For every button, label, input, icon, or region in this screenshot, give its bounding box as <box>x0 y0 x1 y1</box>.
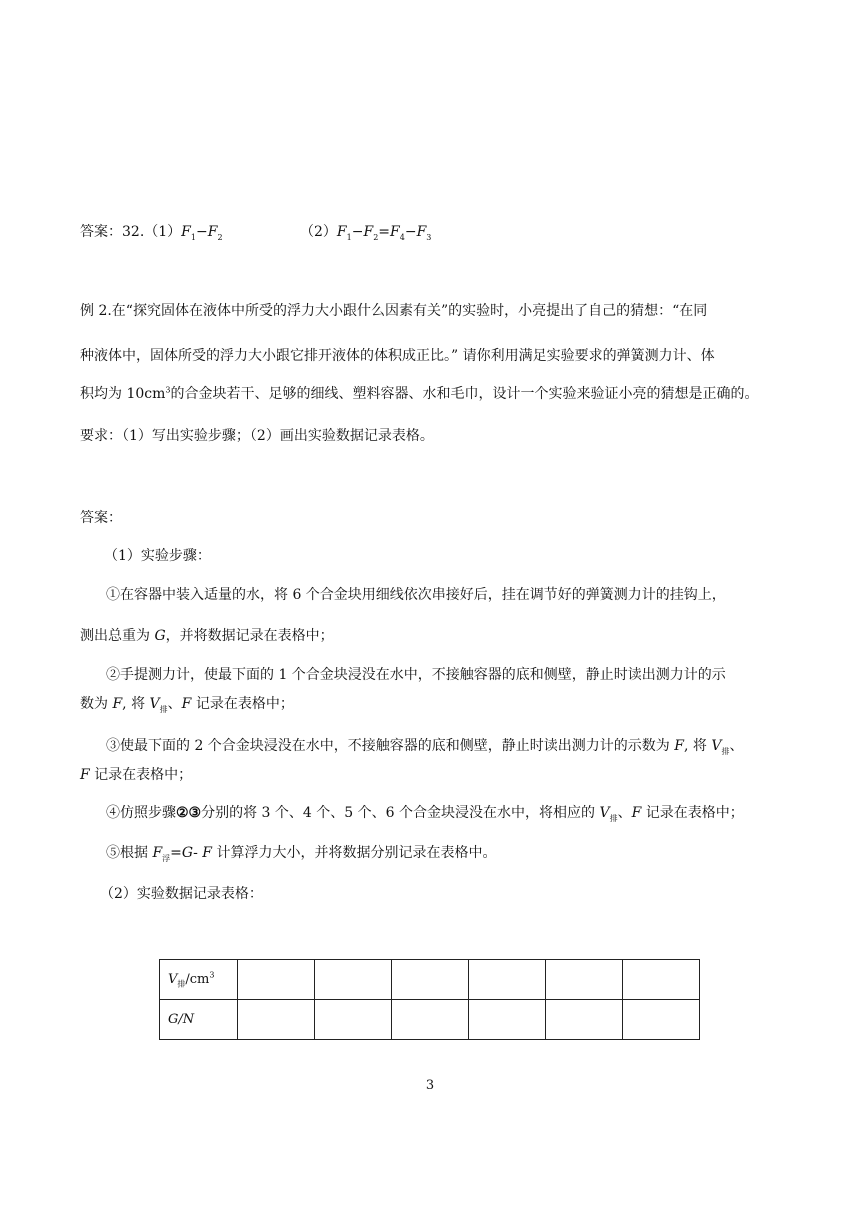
sub-2: 2 <box>373 232 379 242</box>
step-5-line <box>106 843 496 863</box>
step-3-line-1 <box>106 736 743 756</box>
var-f1: F <box>336 224 347 240</box>
var-f: F <box>112 696 123 712</box>
row-label-g: G/N <box>160 1000 238 1040</box>
sub-pai: 排 <box>609 813 618 823</box>
table-cell <box>469 960 546 1000</box>
sub-1: 1 <box>190 232 196 242</box>
text: 、 <box>617 805 632 821</box>
table-cell <box>238 960 315 1000</box>
equals: = <box>170 845 182 861</box>
sub-3: 3 <box>426 232 432 242</box>
var-f2: F <box>363 224 374 240</box>
minus: − <box>351 224 364 240</box>
text: 测出总重为 <box>80 628 155 644</box>
var-f1: F <box>181 224 191 240</box>
table-cell <box>392 960 469 1000</box>
sub-4: 4 <box>399 232 405 242</box>
var-f: F <box>674 738 684 754</box>
var-v: V <box>711 738 722 754</box>
table-row <box>160 1000 700 1040</box>
var-f4: F <box>390 224 400 240</box>
sub-pai: 排 <box>177 979 186 989</box>
text: 计算浮力大小，并将数据分别记录在表格中。 <box>212 845 497 861</box>
text: 记录在表格中； <box>89 767 193 783</box>
answer-label: 答案： <box>80 510 122 526</box>
text: 数为 <box>80 696 113 712</box>
sub-pai: 排 <box>159 704 168 714</box>
table-cell <box>392 1000 469 1040</box>
answer-32-part2 <box>300 222 431 242</box>
var-f2: F <box>207 224 218 240</box>
steps-title: （1）实验步骤： <box>104 548 211 564</box>
step-2-line-1: ②手提测力计，使最下面的 1 个合金块浸没在水中，不接触容器的底和侧壁，静止时读出测力计的示 <box>106 667 726 683</box>
superscript-3: 3 <box>165 385 171 395</box>
part2-label: （2） <box>300 224 337 240</box>
var-v: V <box>149 696 160 712</box>
table-cell <box>546 960 623 1000</box>
example-2-requirement: 要求：（1）写出实验步骤；（2）画出实验数据记录表格。 <box>80 428 434 444</box>
example-2-line-3 <box>80 384 758 404</box>
text: ⑤根据 <box>106 845 153 861</box>
var-f: F <box>152 845 163 861</box>
var-f: F <box>181 696 192 712</box>
minus: − <box>404 224 417 240</box>
text: 记录在表格中； <box>191 696 294 712</box>
text: 记录在表格中； <box>641 805 744 821</box>
table-title: （2）实验数据记录表格： <box>100 886 263 902</box>
var-g: G <box>181 845 194 861</box>
text: 分别的将 3 个、4 个、5 个、6 个合金块浸没在水中，将相应的 <box>201 805 600 821</box>
text: ③使最下面的 2 个合金块浸没在水中，不接触容器的底和侧壁，静止时读出测力计的示数为 <box>106 738 675 754</box>
text: ，并将数据记录在表格中； <box>165 628 334 644</box>
text: , 将 <box>122 696 150 712</box>
data-record-table <box>159 959 700 1040</box>
var-f: F <box>631 805 642 821</box>
example-2-line-2: 种液体中，固体所受的浮力大小跟它排开液体的体积成正比。” 请你利用满足实验要求的弹簧测力计、体 <box>80 348 715 364</box>
sub-1: 1 <box>346 232 352 242</box>
example-2-line-1: 例 2.在“探究固体在液体中所受的浮力大小跟什么因素有关”的实验时，小亮提出了自己的猜想：“在同 <box>80 303 708 319</box>
var-f: F <box>80 767 90 783</box>
table-cell <box>623 960 700 1000</box>
answer-32-prefix: 答案：32.（1） <box>80 224 182 240</box>
sub-2: 2 <box>217 232 223 242</box>
var-v: V <box>599 805 610 821</box>
answer-32-line <box>80 222 223 242</box>
text: 、 <box>729 738 744 754</box>
table-row <box>160 960 700 1000</box>
equals: = <box>378 224 391 240</box>
var-f3: F <box>416 224 427 240</box>
table-cell <box>623 1000 700 1040</box>
line3-text-b: 的合金块若干、足够的细线、塑料容器、水和毛巾，设计一个实验来验证小亮的猜想是正确的。 <box>170 386 759 402</box>
unit: /cm <box>185 972 210 987</box>
step-4-line <box>106 803 744 823</box>
var-g: G <box>154 628 166 644</box>
text: , 将 <box>683 738 712 754</box>
minus: − <box>195 224 208 240</box>
row-label-v-pai <box>160 960 238 1000</box>
step-1-line-2 <box>80 626 334 646</box>
page-number: 3 <box>425 1078 435 1093</box>
text: ④仿照步骤 <box>106 805 176 821</box>
table-cell <box>469 1000 546 1040</box>
sub-pai: 排 <box>721 746 730 756</box>
table-cell <box>238 1000 315 1040</box>
step-refs: ②③ <box>176 805 202 821</box>
table-cell <box>546 1000 623 1040</box>
text: 、 <box>167 696 182 712</box>
superscript-3: 3 <box>209 970 215 980</box>
step-2-line-2 <box>80 694 294 714</box>
var-v: V <box>168 972 178 987</box>
line3-text-a: 积均为 10cm <box>80 386 166 402</box>
table-cell <box>315 960 392 1000</box>
step-1-line-1: ①在容器中装入适量的水，将 6 个合金块用细线依次串接好后，挂在调节好的弹簧测力计的挂钩上， <box>106 587 726 603</box>
minus: - <box>193 845 203 861</box>
step-3-line-2 <box>80 765 192 785</box>
table-cell <box>315 1000 392 1040</box>
sub-fu: 浮 <box>162 853 171 863</box>
var-f: F <box>202 845 212 861</box>
